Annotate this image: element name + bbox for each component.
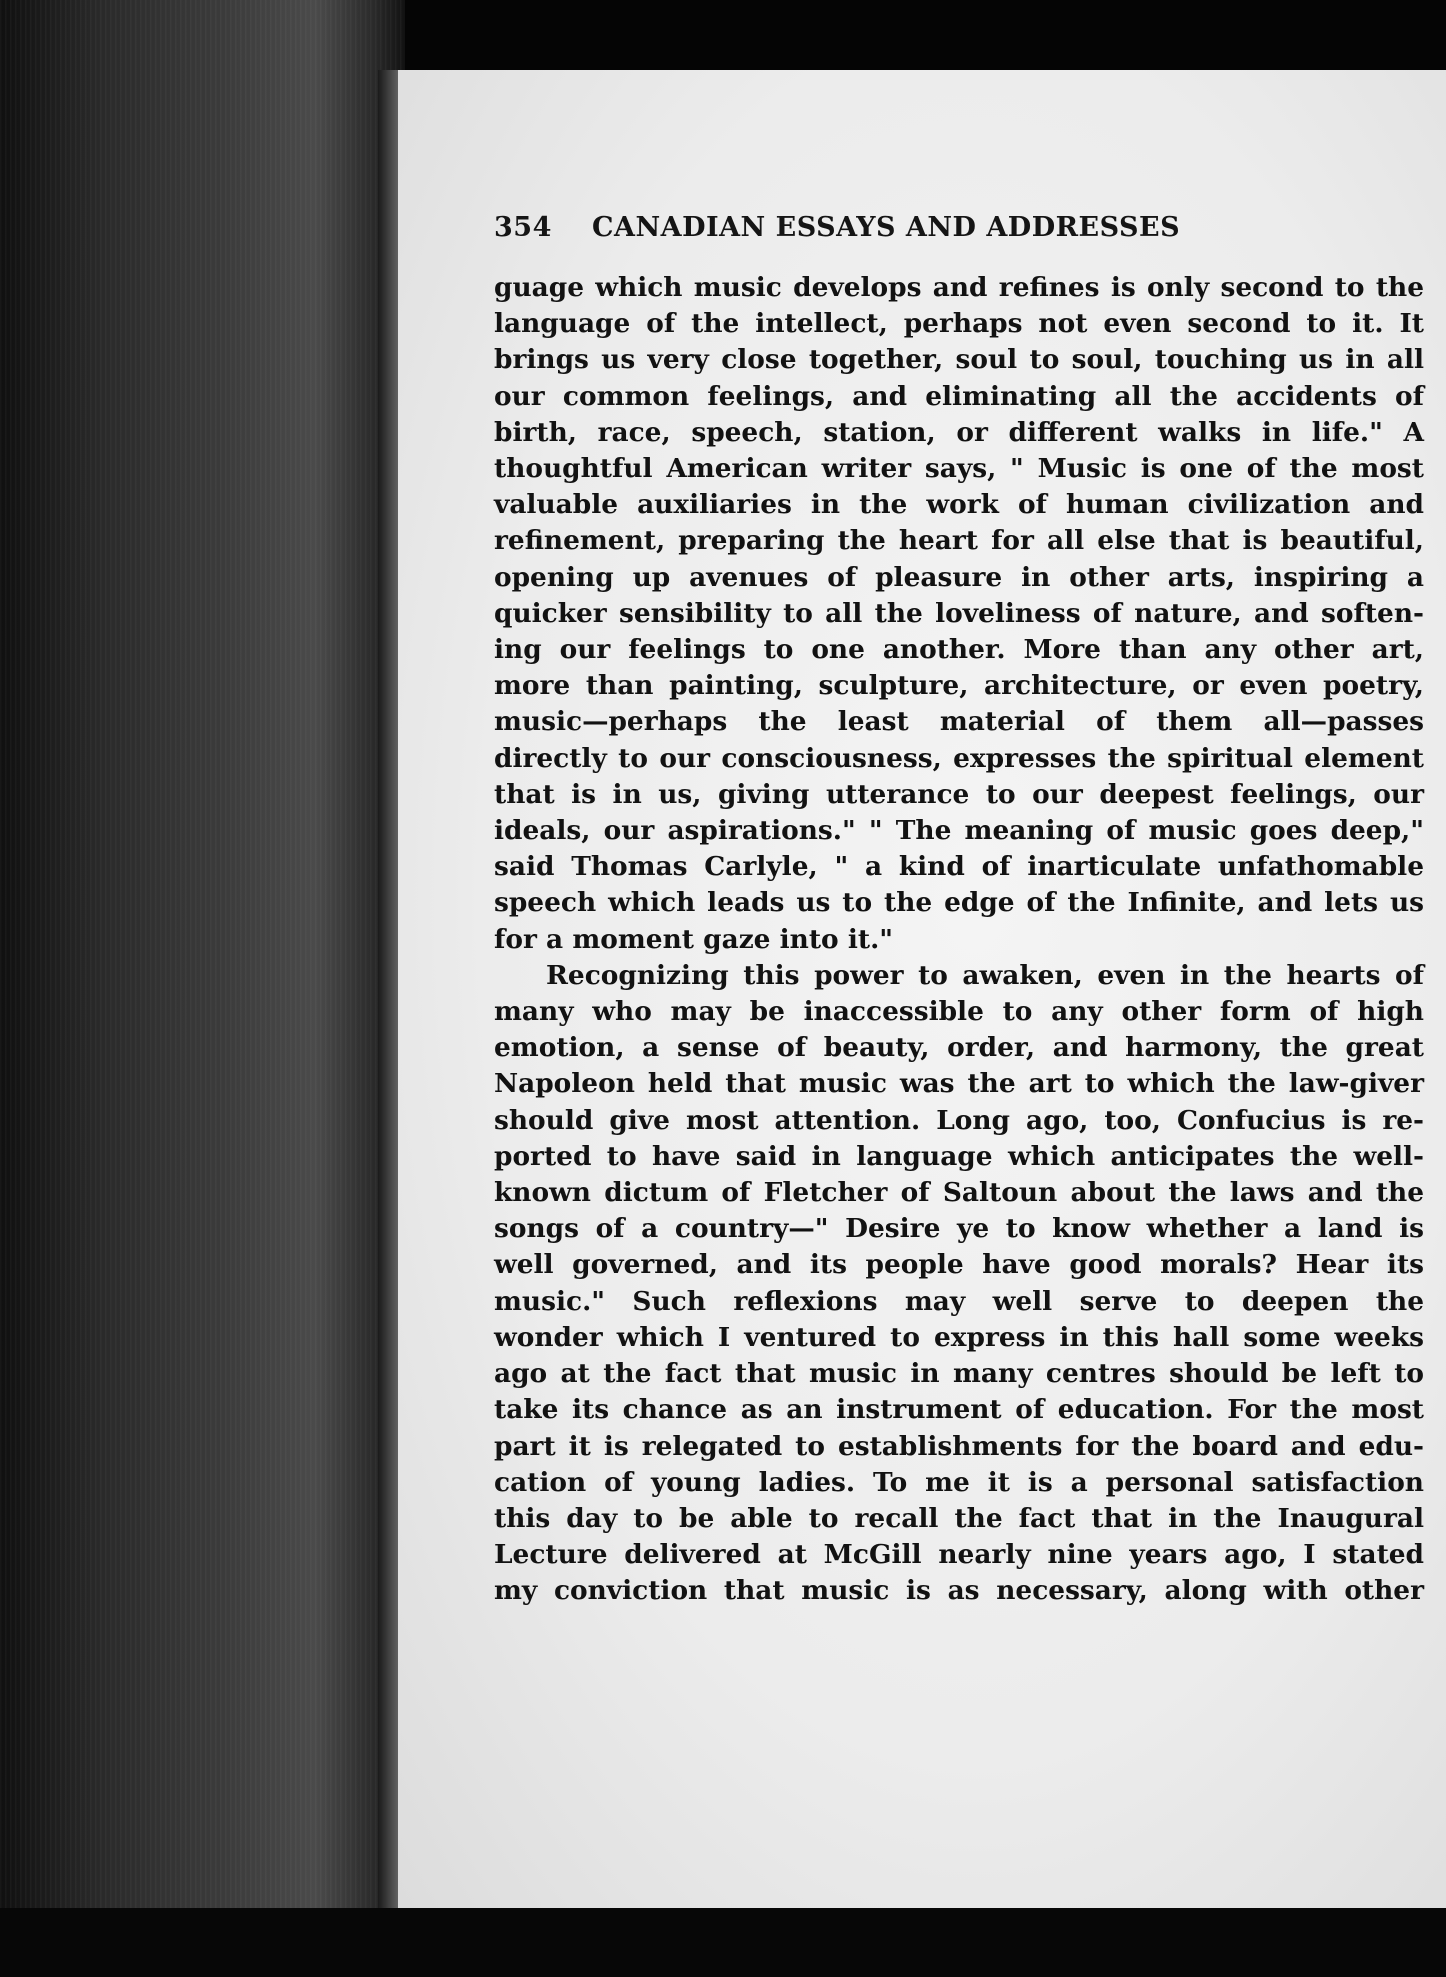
text-line: our common feelings, and eliminating all the accidents of xyxy=(494,380,1424,412)
running-head-title: CANADIAN ESSAYS AND ADDRESSES xyxy=(592,212,1181,243)
page-number: 354 xyxy=(494,212,552,243)
text-line: more than painting, sculpture, architecture, or even poetry, xyxy=(494,670,1424,702)
text-line: opening up avenues of pleasure in other arts, inspiring a xyxy=(494,561,1424,593)
text-line: music." Such reflexions may well serve to deepen the xyxy=(494,1285,1424,1317)
text-line: songs of a country—" Desire ye to know whether a land is xyxy=(494,1213,1424,1245)
paragraph-1 xyxy=(494,270,1424,958)
text-line: quicker sensibility to all the loveliness of nature, and soften- xyxy=(494,597,1424,629)
text-line: known dictum of Fletcher of Saltoun about the laws and the xyxy=(494,1177,1424,1209)
text-line: Lecture delivered at McGill nearly nine years ago, I stated xyxy=(494,1539,1424,1571)
text-line: part it is relegated to establishments for the board and edu- xyxy=(494,1430,1424,1462)
text-line: birth, race, speech, station, or different walks in life." A xyxy=(494,416,1424,448)
body-text xyxy=(494,270,1424,1610)
text-line: wonder which I ventured to express in this hall some weeks xyxy=(494,1321,1424,1353)
text-line: language of the intellect, perhaps not even second to it. It xyxy=(494,308,1424,340)
text-line: this day to be able to recall the fact that in the Inaugural xyxy=(494,1502,1424,1534)
text-line: for a moment gaze into it." xyxy=(494,923,894,955)
text-line: should give most attention. Long ago, too, Confucius is re- xyxy=(494,1104,1424,1136)
text-line: brings us very close together, soul to soul, touching us in all xyxy=(494,344,1424,376)
running-header xyxy=(494,212,1394,243)
text-line: guage which music develops and refines is only second to the xyxy=(494,272,1424,303)
text-line: refinement, preparing the heart for all else that is beautiful, xyxy=(494,525,1424,557)
text-line: well governed, and its people have good morals? Hear its xyxy=(494,1249,1424,1281)
text-line: my conviction that music is as necessary, along with other xyxy=(494,1575,1424,1607)
book-fore-edge xyxy=(0,0,405,1977)
text-line: thoughtful American writer says, " Music is one of the most xyxy=(494,453,1424,485)
text-line: ideals, our aspirations." " The meaning of music goes deep," xyxy=(494,815,1424,847)
text-line: ago at the fact that music in many centres should be left to xyxy=(494,1358,1424,1390)
text-line: Napoleon held that music was the art to which the law-giver xyxy=(494,1068,1424,1100)
scan-border-bottom xyxy=(0,1908,1446,1977)
text-line: speech which leads us to the edge of the Infinite, and lets us xyxy=(494,887,1424,919)
text-line: ported to have said in language which anticipates the well- xyxy=(494,1140,1424,1172)
text-line: said Thomas Carlyle, " a kind of inarticulate unfathomable xyxy=(494,851,1424,883)
text-line: cation of young ladies. To me it is a personal satisfaction xyxy=(494,1466,1424,1498)
text-line: directly to our consciousness, expresses the spiritual element xyxy=(494,742,1424,774)
text-line: many who may be inaccessible to any other form of high xyxy=(494,996,1424,1028)
text-line: emotion, a sense of beauty, order, and harmony, the great xyxy=(494,1032,1424,1064)
text-line: Recognizing this power to awaken, even in the hearts of xyxy=(546,959,1424,991)
paragraph-2 xyxy=(494,958,1424,1610)
text-line: that is in us, giving utterance to our deepest feelings, our xyxy=(494,778,1424,810)
text-line: take its chance as an instrument of education. For the most xyxy=(494,1394,1424,1426)
text-line: music—perhaps the least material of them all—passes xyxy=(494,706,1424,738)
text-line: ing our feelings to one another. More than any other art, xyxy=(494,634,1424,666)
text-line: valuable auxiliaries in the work of human civilization and xyxy=(494,489,1424,521)
